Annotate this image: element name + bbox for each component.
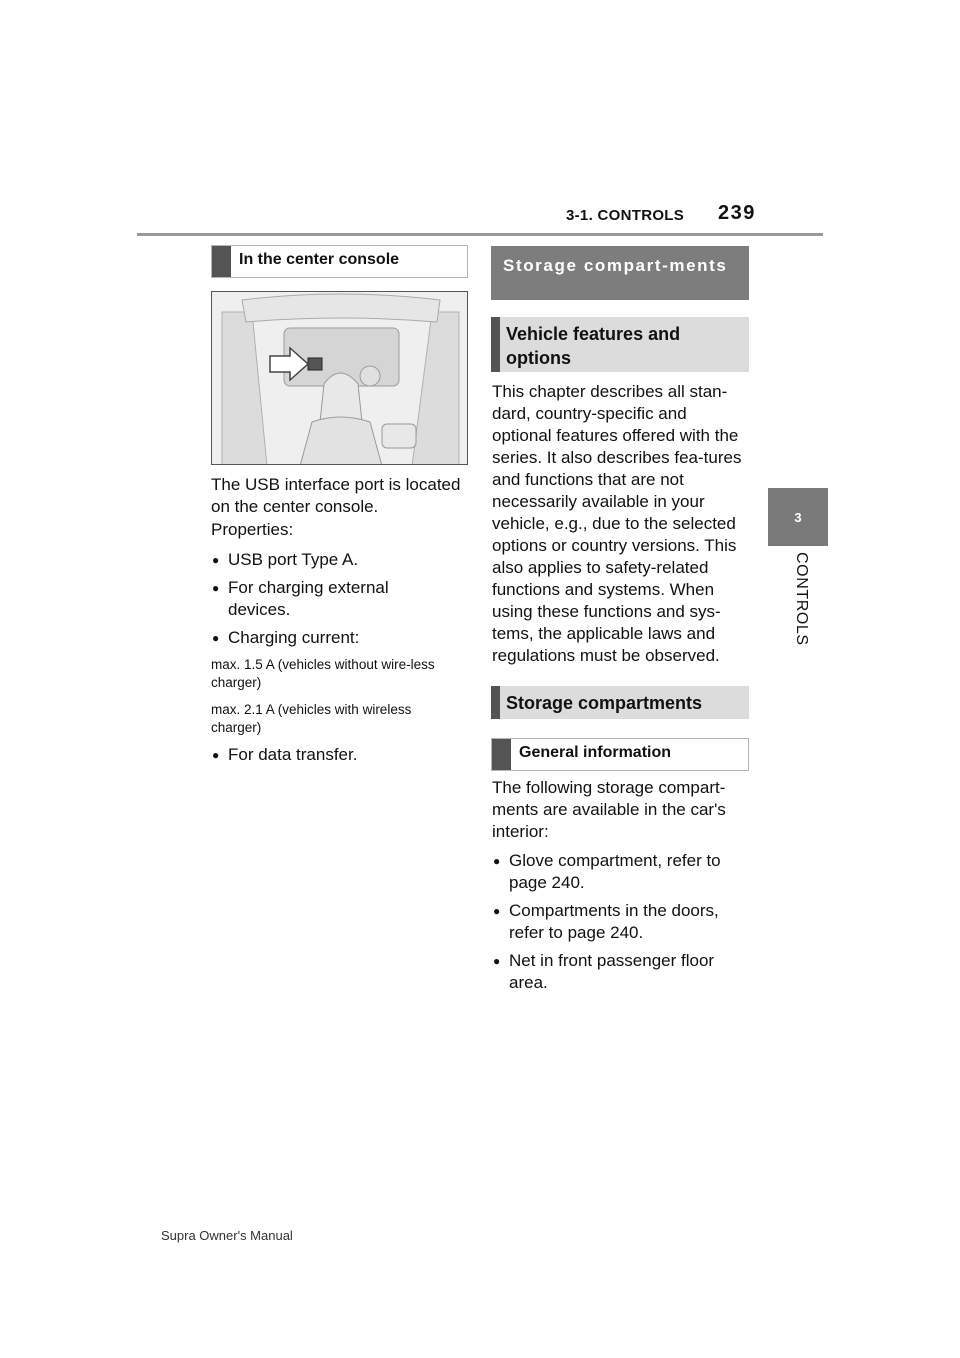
vehicle-features-text: This chapter describes all stan-dard, country-specific and optional features offered with the series. It also describes fea-tures and functions that are not necessarily available in your vehicle, e.g., due to the selected options or country versions. This also applies to safety-related functions and systems. When using these functions and sys-tems, the applicable laws and regulations must be observed. bbox=[492, 382, 742, 665]
page-number: 239 bbox=[718, 202, 756, 224]
chapter-tab: 3 bbox=[768, 488, 828, 546]
bullet-door-compartments: ● Compartments in the doors, refer to page 240. bbox=[493, 900, 749, 944]
vehicle-features-heading: Vehicle features and options bbox=[491, 317, 749, 372]
bullet-passenger-net: ● Net in front passenger floor area. bbox=[493, 950, 749, 994]
chapter-label: CONTROLS bbox=[793, 552, 810, 646]
section-title: 3-1. CONTROLS bbox=[566, 207, 685, 224]
center-console-illustration bbox=[211, 291, 468, 465]
bullet-charging-devices: ● For charging external devices. bbox=[212, 577, 453, 621]
properties-label: Properties: bbox=[211, 520, 294, 539]
note-with-wireless: max. 2.1 A (vehicles with wireless charger) bbox=[211, 702, 412, 735]
center-console-heading bbox=[211, 245, 468, 278]
usb-port-diagram bbox=[212, 292, 468, 465]
bullet-charging-current: ● Charging current: bbox=[212, 627, 468, 649]
storage-list-intro: The following storage compart-ments are available in the car's interior: bbox=[492, 778, 726, 841]
storage-compartments-heading: Storage compartments bbox=[491, 686, 749, 719]
usb-intro-text: The USB interface port is located on the center console. bbox=[211, 475, 461, 516]
general-information-heading bbox=[491, 738, 749, 771]
manual-footer: Supra Owner's Manual bbox=[161, 1228, 293, 1243]
storage-main-heading: Storage compart-ments bbox=[491, 246, 749, 300]
note-without-wireless: max. 1.5 A (vehicles without wire-less charger) bbox=[211, 657, 435, 690]
bullet-usb-type: ● USB port Type A. bbox=[212, 549, 468, 571]
header-divider bbox=[137, 233, 823, 236]
bullet-glove-compartment: ● Glove compartment, refer to page 240. bbox=[493, 850, 749, 894]
heading-marker bbox=[492, 739, 511, 770]
general-information-heading-text: General information bbox=[519, 744, 672, 761]
heading-marker bbox=[212, 246, 231, 277]
center-console-heading-text: In the center console bbox=[239, 251, 400, 268]
bullet-data-transfer: ● For data transfer. bbox=[212, 744, 468, 766]
